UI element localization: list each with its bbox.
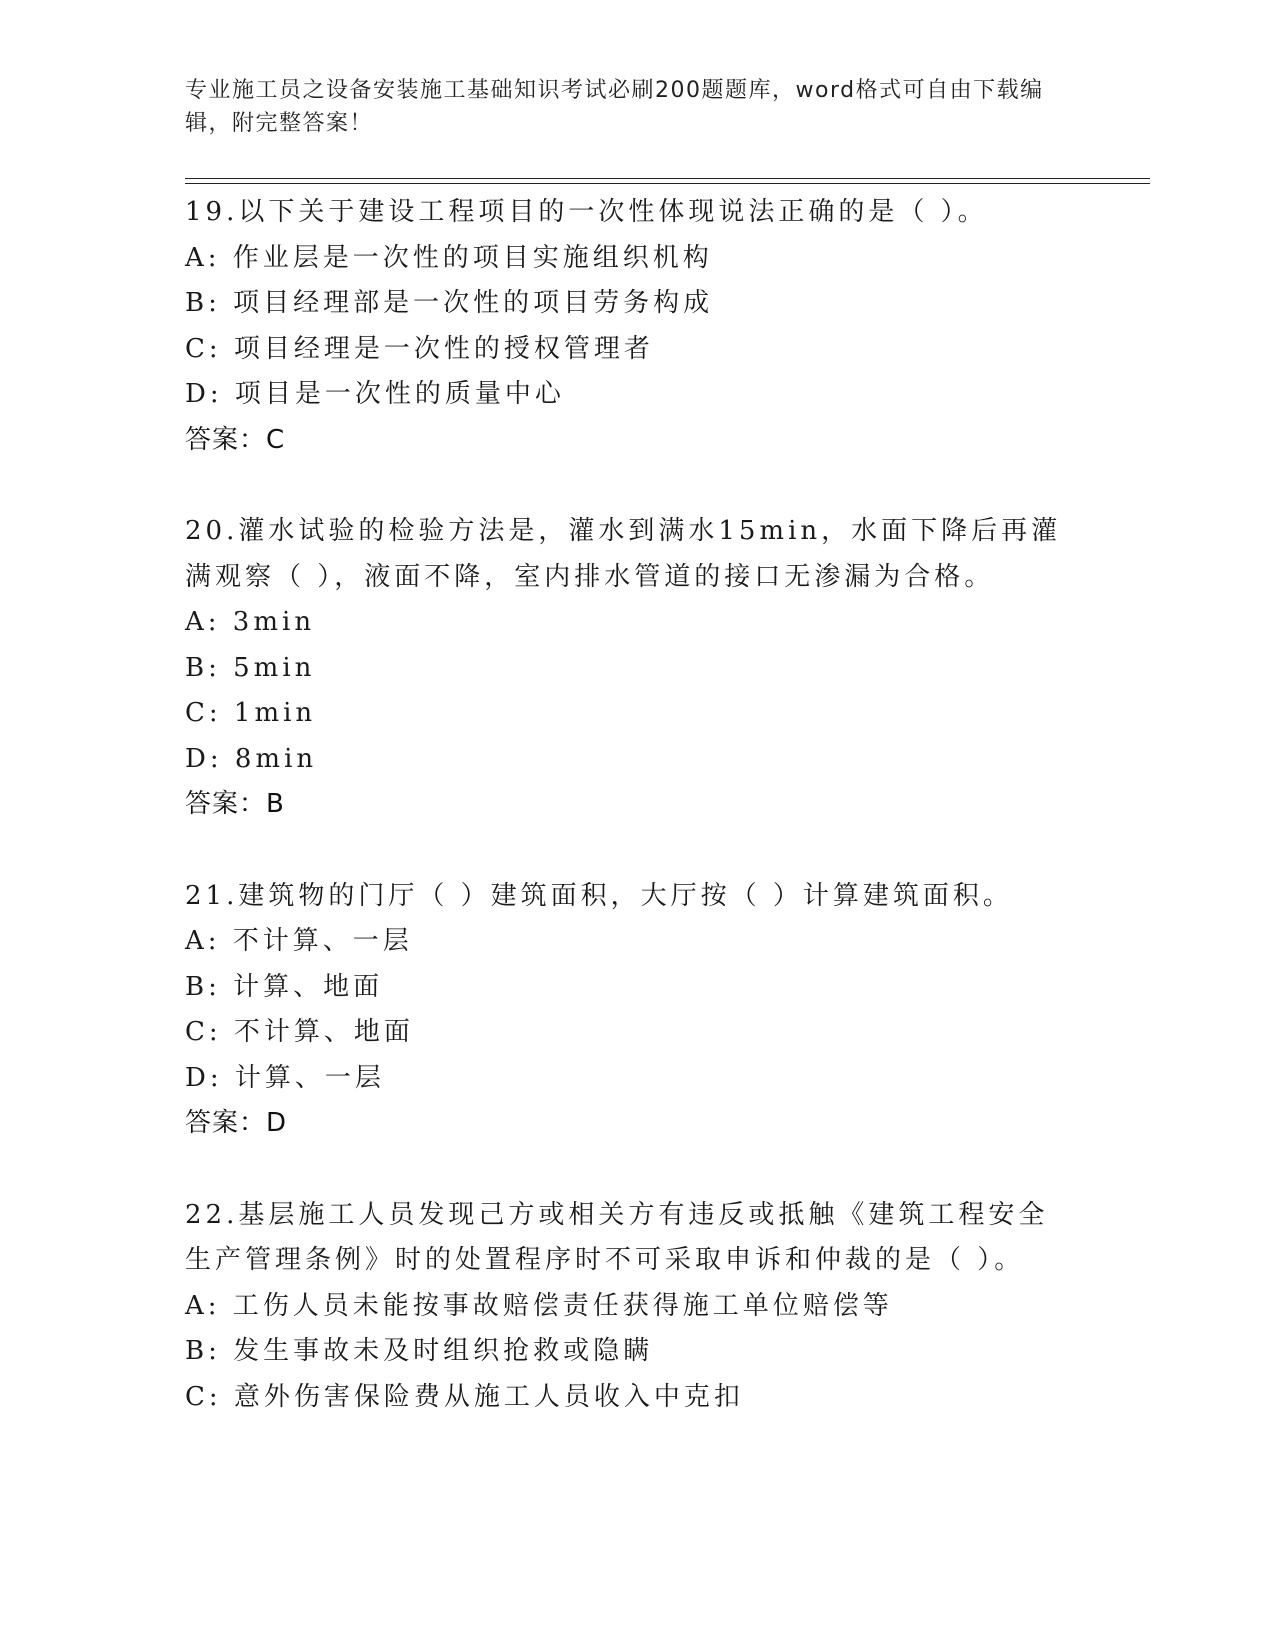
- option-c: C: 项目经理是一次性的授权管理者: [185, 333, 654, 364]
- option-d: D: 8min: [185, 743, 318, 774]
- option-a: A: 工伤人员未能按事故赔偿责任获得施工单位赔偿等: [185, 1290, 893, 1321]
- option-a: A: 作业层是一次性的项目实施组织机构: [185, 242, 713, 273]
- question-19: [185, 190, 1105, 463]
- option-c: C: 1min: [185, 698, 317, 728]
- option-c: C: 不计算、地面: [185, 1017, 414, 1047]
- answer-label: 答案：C: [185, 424, 286, 455]
- answer-label: 答案：B: [185, 789, 285, 819]
- question-stem: 19.以下关于建设工程项目的一次性体现说法正确的是（ ）。: [185, 197, 988, 227]
- option-b: B: 发生事故未及时组织抢救或隐瞒: [185, 1336, 654, 1366]
- question-stem: 21.建筑物的门厅（ ）建筑面积，大厅按（ ）计算建筑面积。: [185, 880, 1013, 911]
- header-divider-bottom: [185, 183, 1150, 184]
- option-b: B: 5min: [185, 652, 316, 683]
- question-22: [185, 1193, 1105, 1421]
- header-divider-top: [185, 178, 1150, 179]
- option-b: B: 项目经理部是一次性的项目劳务构成: [185, 288, 714, 318]
- option-d: D: 计算、一层: [185, 1062, 385, 1093]
- answer-label: 答案：D: [185, 1108, 288, 1138]
- document-header: 专业施工员之设备安装施工基础知识考试必刷200题题库，word格式可自由下载编辑，附完整答案！: [185, 78, 1044, 136]
- question-21: [185, 874, 1105, 1147]
- question-list: [185, 190, 1105, 1466]
- question-20: [185, 509, 1105, 828]
- option-b: B: 计算、地面: [185, 971, 384, 1002]
- question-stem: 22.基层施工人员发现己方或相关方有违反或抵触《建筑工程安全生产管理条例》时的处置程序时不可采取申诉和仲裁的是（ ）。: [185, 1199, 1049, 1275]
- option-d: D: 项目是一次性的质量中心: [185, 379, 565, 409]
- option-a: A: 不计算、一层: [185, 926, 413, 956]
- option-a: A: 3min: [185, 607, 316, 637]
- option-c: C: 意外伤害保险费从施工人员收入中克扣: [185, 1381, 744, 1412]
- question-stem: 20.灌水试验的检验方法是，灌水到满水15min，水面下降后再灌满观察（ ），液面不降，室内排水管道的接口无渗漏为合格。: [185, 516, 1062, 592]
